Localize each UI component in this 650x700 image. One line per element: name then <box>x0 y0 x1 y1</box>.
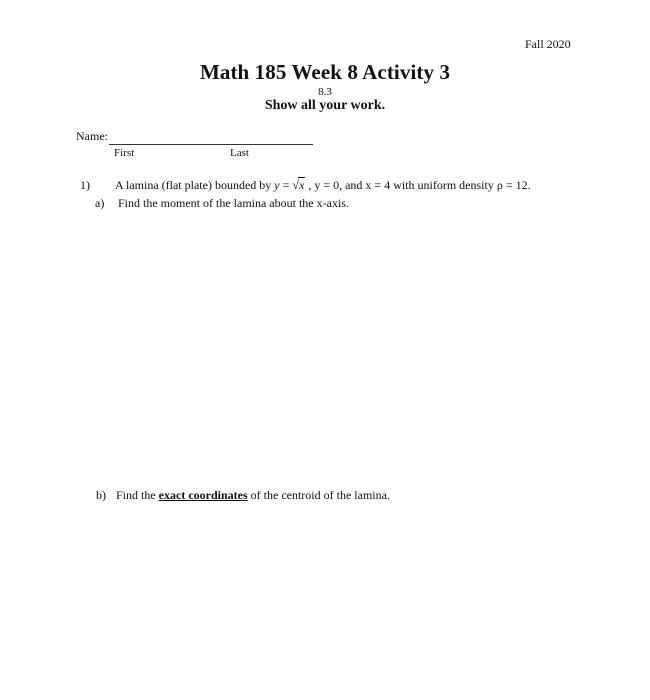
problem-intro-text: A lamina (flat plate) bounded by <box>115 178 275 192</box>
equation-variable: y <box>274 178 280 192</box>
part-b-text-before: Find the <box>116 488 159 502</box>
section-number: 8.3 <box>318 86 332 98</box>
part-b-text-after: of the centroid of the lamina. <box>247 488 390 502</box>
name-label: Name: <box>76 129 108 143</box>
problem-statement <box>115 178 531 193</box>
problem-end-text: = 12. <box>502 178 531 192</box>
last-name-label: Last <box>230 147 249 159</box>
sqrt-symbol: √ <box>292 178 299 192</box>
problem-number: 1) <box>80 178 90 192</box>
sqrt-radicand: x <box>299 178 305 192</box>
instructions: Show all your work. <box>264 98 386 113</box>
first-name-label: First <box>114 147 135 159</box>
rho-symbol: ρ <box>496 178 503 192</box>
page-title: Math 185 Week 8 Activity 3 <box>199 60 451 84</box>
equation-equals: = <box>279 178 293 192</box>
term-label: Fall 2020 <box>525 37 571 51</box>
part-a-text: Find the moment of the lamina about the x-axis. <box>118 196 349 210</box>
part-b-emphasis: exact coordinates <box>158 488 248 502</box>
part-b-label: b) <box>96 488 106 502</box>
name-field[interactable] <box>109 144 313 145</box>
part-a-label: a) <box>95 196 105 210</box>
problem-mid-text: , y = 0, and x = 4 with uniform density <box>305 178 497 192</box>
part-b-statement <box>116 488 390 503</box>
